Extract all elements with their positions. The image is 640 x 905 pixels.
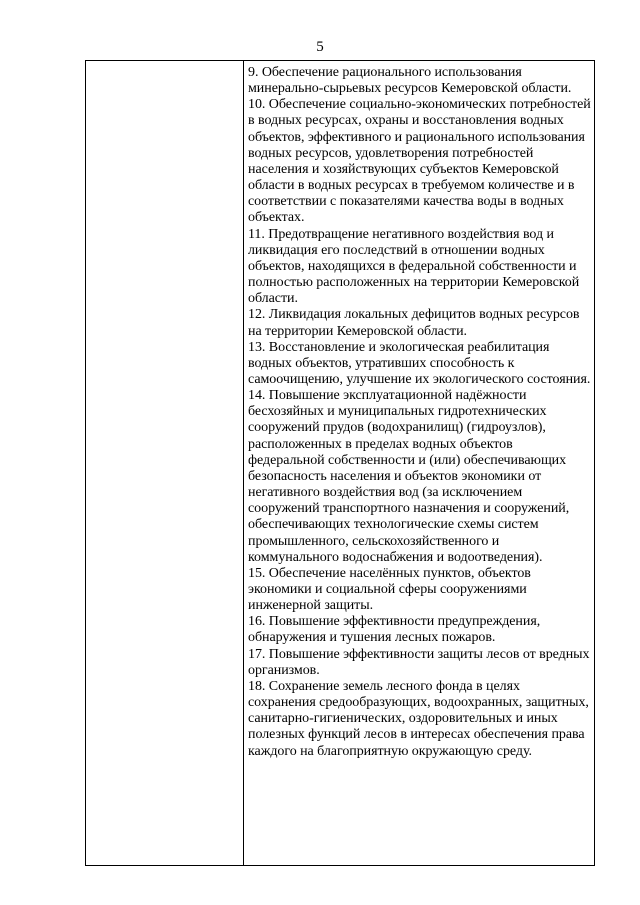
list-item: 13. Восстановление и экологическая реабилитация водных объектов, утративших способность к самоочищению, улучшение их экологического состояния. <box>248 339 591 387</box>
list-item: 18. Сохранение земель лесного фонда в целях сохранения средообразующих, водоохранных, защитных, санитарно-гигиенических, оздоровительных и иных полезных функций лесов в интересах обеспечения права каждого на благоприятную окружающую среду. <box>248 678 589 759</box>
list-item: 14. Повышение эксплуатационной надёжности бесхозяйных и муниципальных гидротехнических сооружений прудов (водохранилищ) (гидроузлов), расположенных в пределах водных объектов федеральной собственности и (или) обеспечивающих безопасность населения и объектов экономики от негативного воздействия вод (за исключением сооружений транспортного назначения и сооружений, обеспечивающих технологические схемы систем промышленного, сельскохозяйственного и коммунального водоснабжения и водоотведения). <box>248 388 570 565</box>
list-item: 11. Предотвращение негативного воздействия вод и ликвидация его последствий в отношении водных объектов, находящихся в федеральной собственности и полностью расположенных на территории Кемеровской области. <box>248 226 580 307</box>
list-item: 12. Ликвидация локальных дефицитов водных ресурсов на территории Кемеровской области. <box>248 307 580 339</box>
list-item: 16. Повышение эффективности предупреждения, обнаружения и тушения лесных пожаров. <box>248 614 541 646</box>
document-table <box>85 60 595 866</box>
list-item: 10. Обеспечение социально-экономических потребностей в водных ресурсах, охраны и восстановления водных объектов, эффективного и рационального использования водных ресурсов, удовлетворения потребностей населения и хозяйствующих субъектов Кемеровской области в водных ресурсах в требуемом количестве и в соответствии с показателями качества воды в водных объектах. <box>248 97 591 226</box>
page-number: 5 <box>316 39 324 55</box>
list-item: 17. Повышение эффективности защиты лесов от вредных организмов. <box>248 646 590 678</box>
list-item: 9. Обеспечение рационального использования минерально-сырьевых ресурсов Кемеровской области. <box>248 65 572 97</box>
list-item: 15. Обеспечение населённых пунктов, объектов экономики и социальной сферы сооружениями инженерной защиты. <box>248 565 531 614</box>
table-right-cell <box>244 61 594 865</box>
table-left-cell <box>86 61 244 865</box>
